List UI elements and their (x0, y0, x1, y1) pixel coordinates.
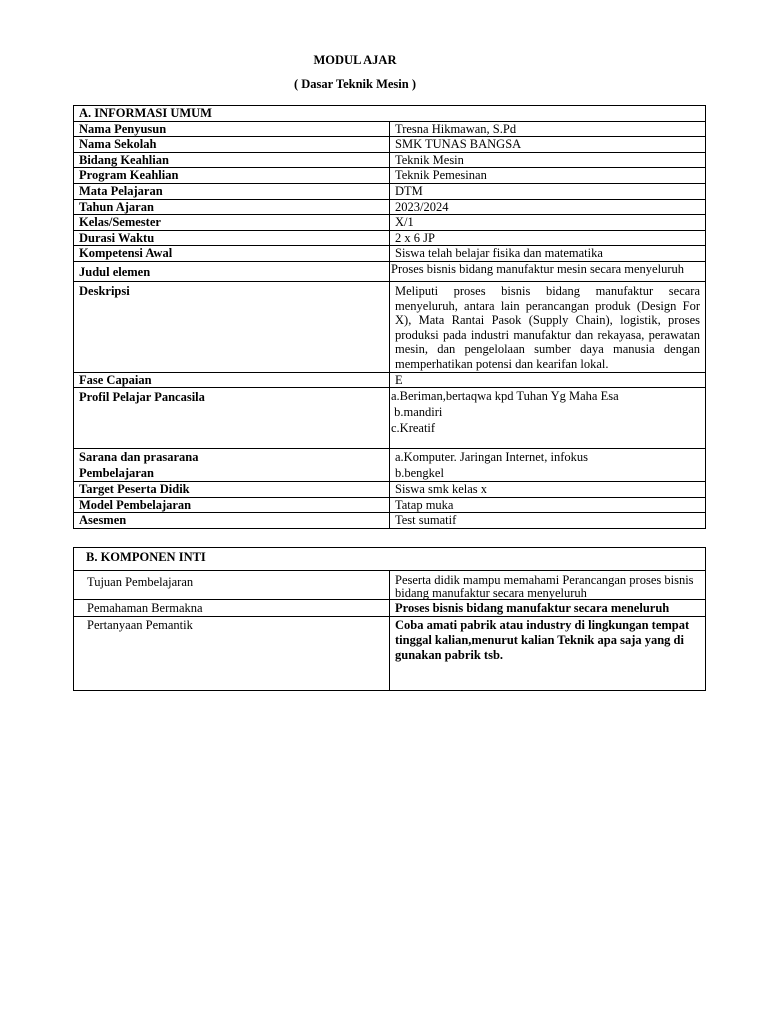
asesmen-label: Asesmen (74, 513, 390, 529)
table-row (74, 449, 706, 482)
table-row (74, 215, 706, 231)
table-row (74, 617, 706, 691)
table-row (74, 513, 706, 529)
model-label: Model Pembelajaran (74, 497, 390, 513)
asesmen-value: Test sumatif (390, 513, 706, 529)
row-value: DTM (390, 183, 706, 199)
fase-label: Fase Capaian (74, 372, 390, 388)
table-row (74, 199, 706, 215)
row-value: X/1 (390, 215, 706, 231)
profil-label: Profil Pelajar Pancasila (74, 388, 390, 449)
row-value: SMK TUNAS BANGSA (390, 137, 706, 153)
table-row (74, 261, 706, 281)
row-value: 2023/2024 (390, 199, 706, 215)
sarana-label (74, 449, 390, 482)
document-subtitle: ( Dasar Teknik Mesin ) (293, 77, 416, 91)
row-label: Tahun Ajaran (74, 199, 390, 215)
row-label: Judul elemen (74, 261, 390, 281)
deskripsi-value: Meliputi proses bisnis bidang manufaktur secara menyeluruh, antara lain perancangan produk (Design For X), Mata Rantai Pasok (Supply Chain), logistik, proses produksi pada industri manufaktur dan rekayasa, perawatan mesin, dan pengelolaan sumber daya manusia dengan memperhatikan potensi dan kearifan lokal. (390, 281, 706, 372)
section-a-header: A. INFORMASI UMUM (74, 106, 706, 122)
sarana-label-line-2: Pembelajaran (79, 466, 154, 481)
list-item: a.Beriman,bertaqwa kpd Tuhan Yg Maha Esa (391, 389, 619, 404)
table-row (74, 168, 706, 184)
sarana-label-line-1: Sarana dan prasarana (79, 450, 199, 465)
row-label: Bidang Keahlian (74, 152, 390, 168)
target-value: Siswa smk kelas x (390, 482, 706, 498)
table-row (74, 121, 706, 137)
row-label: Nama Sekolah (74, 137, 390, 153)
row-value: 2 x 6 JP (390, 230, 706, 246)
row-value: Tresna Hikmawan, S.Pd (390, 121, 706, 137)
deskripsi-label: Deskripsi (74, 281, 390, 372)
pertanyaan-value: Coba amati pabrik atau industry di lingkungan tempat tinggal kalian,menurut kalian Teknik apa saja yang di gunakan pabrik tsb. (390, 617, 706, 691)
pemahaman-value: Proses bisnis bidang manufaktur secara meneluruh (390, 600, 706, 617)
table-row (74, 152, 706, 168)
table-row (74, 137, 706, 153)
row-value: Siswa telah belajar fisika dan matematika (390, 246, 706, 262)
list-item: b.bengkel (395, 466, 444, 481)
row-label: Nama Penyusun (74, 121, 390, 137)
table-row (74, 230, 706, 246)
table-row (74, 281, 706, 372)
row-label: Durasi Waktu (74, 230, 390, 246)
table-row (74, 600, 706, 617)
fase-value: E (390, 372, 706, 388)
model-value: Tatap muka (390, 497, 706, 513)
section-b-header: B. KOMPONEN INTI (74, 548, 706, 571)
pertanyaan-label: Pertanyaan Pemantik (74, 617, 390, 691)
row-value: Teknik Pemesinan (390, 168, 706, 184)
table-row (74, 571, 706, 600)
table-row (74, 183, 706, 199)
row-value: Teknik Mesin (390, 152, 706, 168)
row-value: Proses bisnis bidang manufaktur mesin secara menyeluruh (390, 261, 706, 281)
list-item: c.Kreatif (391, 421, 436, 436)
table-row (74, 372, 706, 388)
table-row (74, 497, 706, 513)
tujuan-value: Peserta didik mampu memahami Perancangan proses bisnis bidang manufaktur secara menyeluruh (390, 571, 706, 600)
tujuan-label: Tujuan Pembelajaran (74, 571, 390, 600)
profil-values (390, 388, 706, 449)
row-label: Kompetensi Awal (74, 246, 390, 262)
list-item: b.mandiri (391, 405, 443, 420)
list-item: a.Komputer. Jaringan Internet, infokus (395, 450, 589, 465)
row-label: Kelas/Semester (74, 215, 390, 231)
document-title: MODUL AJAR (313, 53, 397, 67)
section-header-row (74, 548, 706, 571)
row-label: Mata Pelajaran (74, 183, 390, 199)
sarana-values (390, 449, 706, 482)
informasi-umum-table (73, 105, 706, 529)
komponen-inti-table (73, 547, 706, 691)
table-row (74, 246, 706, 262)
row-label: Program Keahlian (74, 168, 390, 184)
table-row (74, 482, 706, 498)
target-label: Target Peserta Didik (74, 482, 390, 498)
section-header-row (74, 106, 706, 122)
pemahaman-label: Pemahaman Bermakna (74, 600, 390, 617)
table-row (74, 388, 706, 449)
